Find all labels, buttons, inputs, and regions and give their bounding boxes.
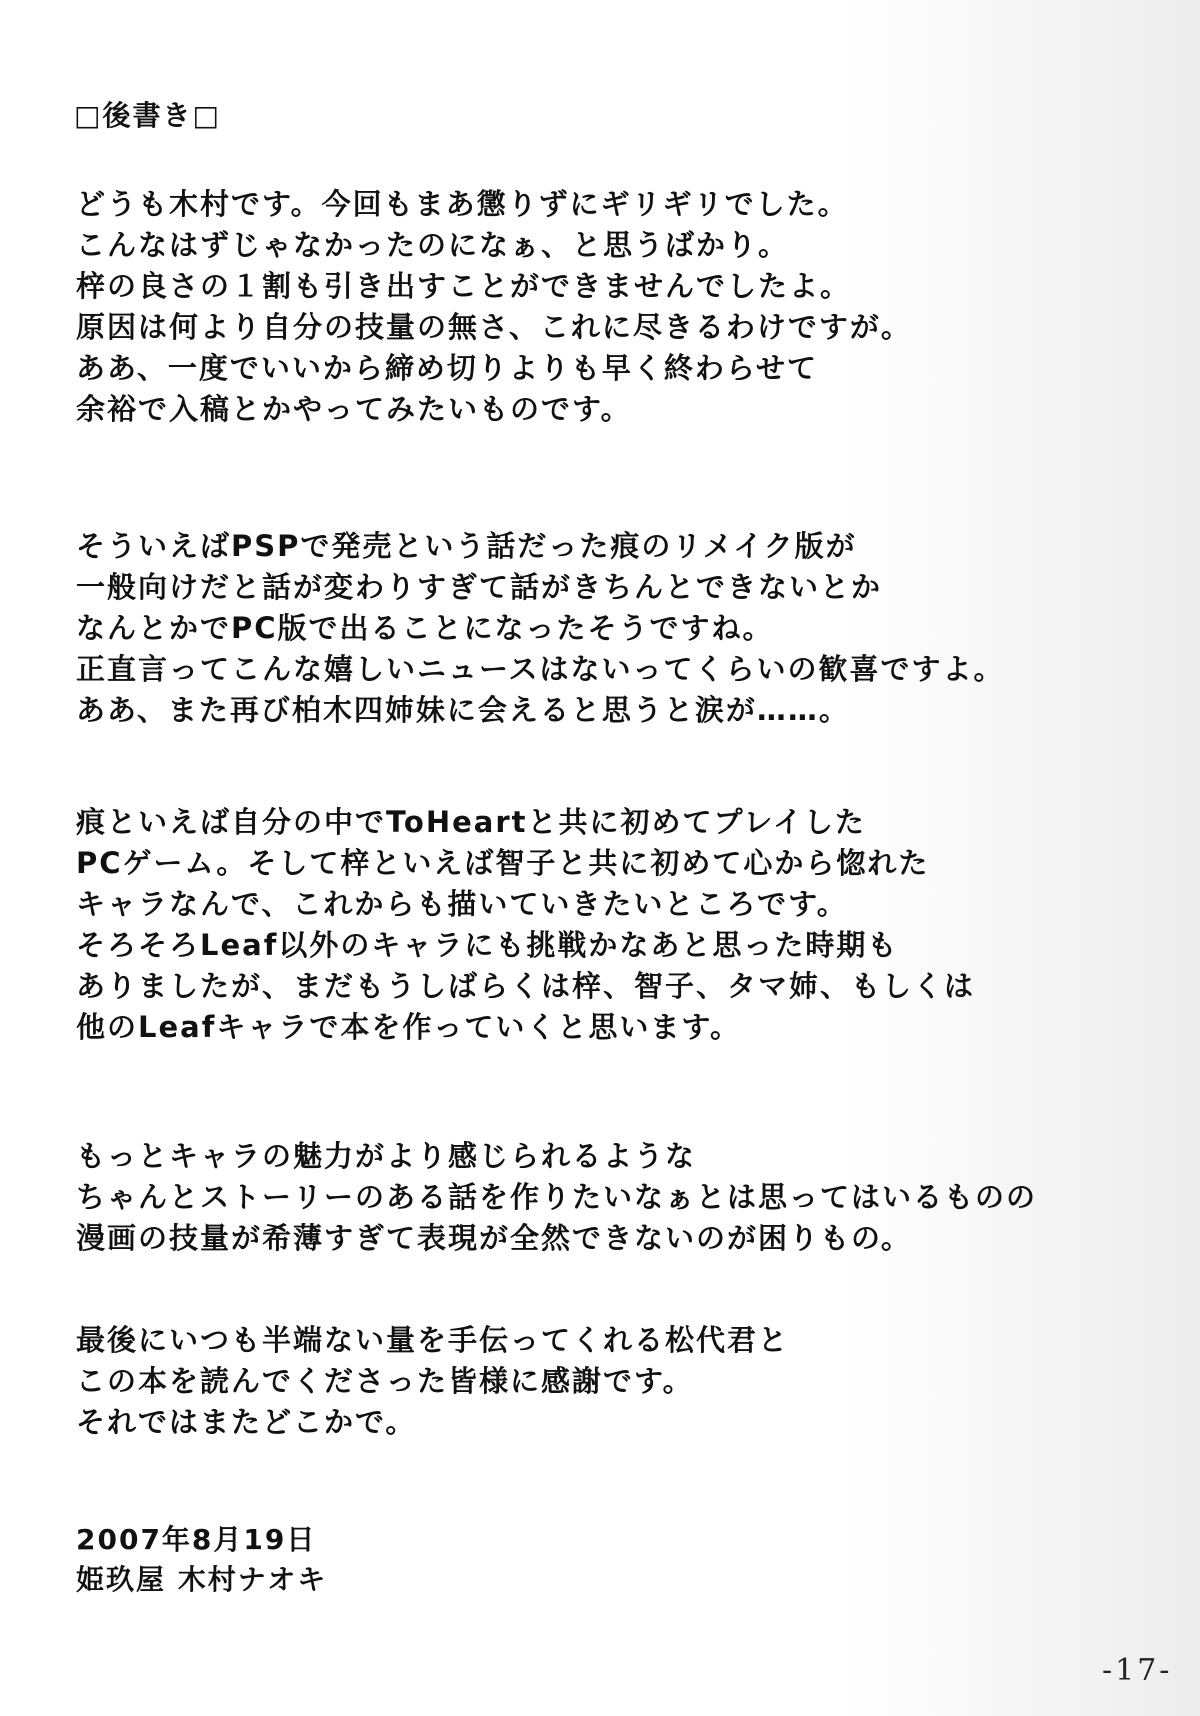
paragraph-thanks <box>76 1320 789 1443</box>
text-line: ああ、また再び柏木四姉妹に会えると思うと涙が……。 <box>76 693 850 727</box>
paragraph-remake-news <box>76 526 1005 731</box>
signature-author: 姫玖屋 木村ナオキ <box>76 1563 328 1596</box>
signature-block <box>76 1520 327 1600</box>
text-line: そういえばPSPで発売という話だった痕のリメイク版が <box>76 529 857 563</box>
text-line: 最後にいつも半端ない量を手伝ってくれる松代君と <box>76 1323 790 1357</box>
text-line: ありましたが、まだもうしばらくは梓、智子、タマ姉、もしくは <box>76 969 976 1003</box>
text-line: こんなはずじゃなかったのになぁ、と思うばかり。 <box>76 228 790 262</box>
text-line: なんとかでPC版で出ることになったそうですね。 <box>76 611 774 645</box>
paragraph-intro <box>76 184 912 430</box>
paragraph-story-wish <box>76 1136 1037 1259</box>
text-line: 正直言ってこんな嬉しいニュースはないってくらいの歓喜ですよ。 <box>76 652 1005 686</box>
signature-date: 2007年8月19日 <box>76 1523 317 1556</box>
paragraph-characters <box>76 802 975 1048</box>
text-line: ちゃんとストーリーのある話を作りたいなぁとは思ってはいるものの <box>76 1180 1038 1214</box>
text-line: ああ、一度でいいから締め切りよりも早く終わらせて <box>76 351 818 385</box>
text-line: 梓の良さの１割も引き出すことができませんでしたよ。 <box>76 269 852 303</box>
page-number: -17- <box>1102 1653 1173 1688</box>
text-line: 余裕で入稿とかやってみたいものです。 <box>76 392 632 426</box>
text-line: キャラなんで、これからも描いていきたいところです。 <box>76 887 848 921</box>
text-line: そろそろLeaf以外のキャラにも挑戦かなあと思った時期も <box>76 928 899 962</box>
text-line: それではまたどこかで。 <box>76 1405 417 1439</box>
text-line: 原因は何より自分の技量の無さ、これに尽きるわけですが。 <box>76 310 912 344</box>
text-line: 痕といえば自分の中でToHeartと共に初めてプレイした <box>76 805 866 839</box>
text-line: どうも木村です。今回もまあ懲りずにギリギリでした。 <box>76 187 849 221</box>
text-line: 漫画の技量が希薄すぎて表現が全然できないのが困りもの。 <box>76 1221 912 1255</box>
text-line: 他のLeafキャラで本を作っていくと思います。 <box>76 1010 742 1044</box>
text-line: PCゲーム。そして梓といえば智子と共に初めて心から惚れた <box>76 846 930 880</box>
text-line: もっとキャラの魅力がより感じられるような <box>76 1139 697 1173</box>
afterword-heading: □後書き□ <box>74 99 221 132</box>
text-line: 一般向けだと話が変わりすぎて話がきちんとできないとか <box>76 570 883 604</box>
text-line: この本を読んでくださった皆様に感謝です。 <box>76 1364 694 1398</box>
